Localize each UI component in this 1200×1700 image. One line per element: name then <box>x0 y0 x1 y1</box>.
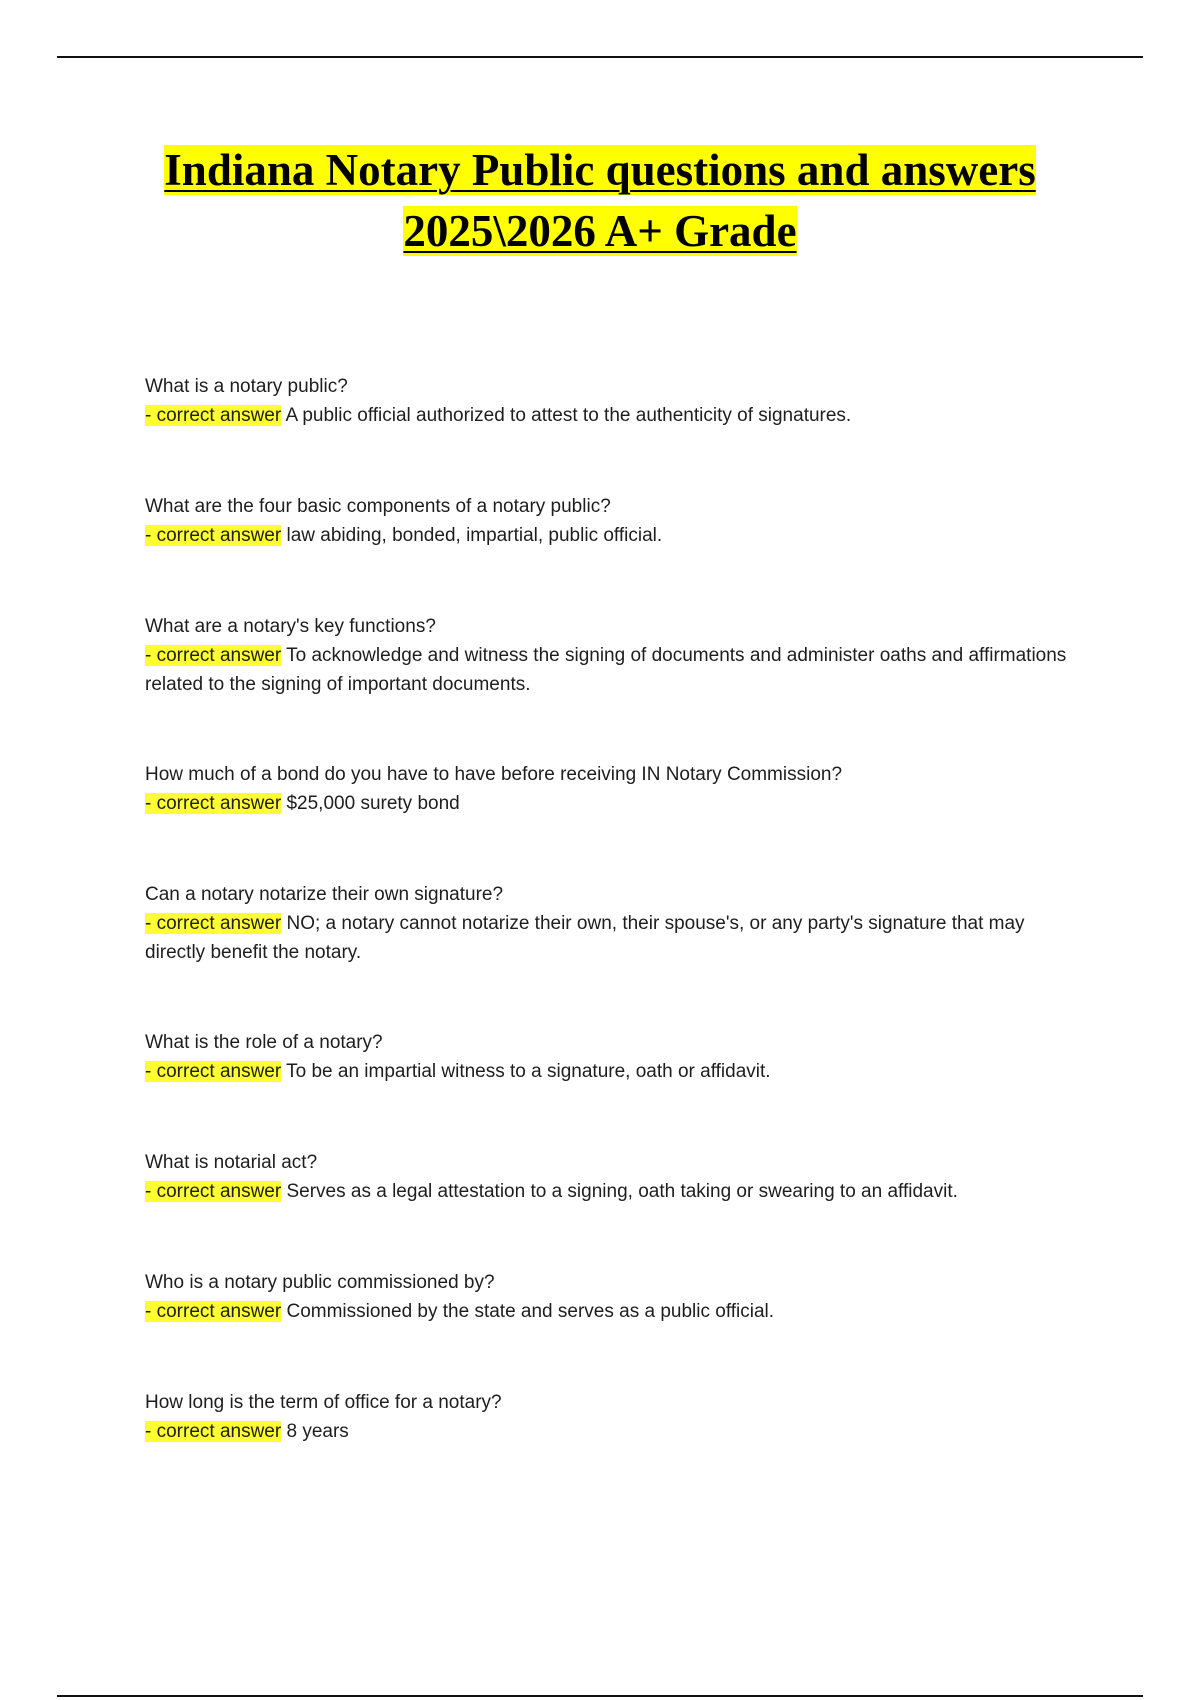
question-text: Who is a notary public commissioned by? <box>145 1272 495 1293</box>
correct-answer-tag: - correct answer <box>145 1061 282 1082</box>
answer-text: NO; a notary cannot notarize their own, their spouse's, or any party's signature that may directly benefit the notary. <box>145 913 1025 963</box>
answer-text: To be an impartial witness to a signature, oath or affidavit. <box>286 1061 771 1082</box>
answer-line <box>145 521 1075 550</box>
qa-item <box>145 880 1075 967</box>
header-rule <box>57 56 1143 58</box>
answer-line <box>145 909 1075 967</box>
question-text: How much of a bond do you have to have before receiving IN Notary Commission? <box>145 764 843 785</box>
correct-answer-tag: - correct answer <box>145 1181 282 1202</box>
answer-line <box>145 1057 1075 1086</box>
question-text: What is a notary public? <box>145 376 348 397</box>
answer-line <box>145 789 1075 818</box>
document-title <box>0 140 1200 262</box>
qa-item <box>145 612 1075 699</box>
qa-list <box>145 372 1075 1446</box>
qa-item <box>145 492 1075 550</box>
question-text: What are a notary's key functions? <box>145 616 436 637</box>
answer-text: $25,000 surety bond <box>286 793 460 814</box>
title-line-2: 2025\2026 A+ Grade <box>403 206 797 256</box>
qa-item <box>145 1028 1075 1086</box>
answer-text: 8 years <box>286 1421 349 1442</box>
question-text: What is notarial act? <box>145 1152 318 1173</box>
footer-rule <box>57 1695 1143 1697</box>
question-text: What are the four basic components of a notary public? <box>145 496 611 517</box>
answer-line <box>145 1417 1075 1446</box>
answer-line <box>145 1297 1075 1326</box>
answer-line <box>145 1177 1075 1206</box>
qa-item <box>145 1388 1075 1446</box>
answer-text: Commissioned by the state and serves as a public official. <box>286 1301 775 1322</box>
question-text: How long is the term of office for a notary? <box>145 1392 502 1413</box>
answer-text: To acknowledge and witness the signing of documents and administer oaths and affirmations related to the signing of important documents. <box>145 645 1067 695</box>
correct-answer-tag: - correct answer <box>145 525 282 546</box>
correct-answer-tag: - correct answer <box>145 793 282 814</box>
correct-answer-tag: - correct answer <box>145 1301 282 1322</box>
qa-item <box>145 1268 1075 1326</box>
answer-text: A public official authorized to attest to the authenticity of signatures. <box>285 405 852 426</box>
answer-line <box>145 401 1075 430</box>
correct-answer-tag: - correct answer <box>145 913 282 934</box>
correct-answer-tag: - correct answer <box>145 645 282 666</box>
correct-answer-tag: - correct answer <box>145 1421 282 1442</box>
qa-item <box>145 760 1075 818</box>
answer-text: Serves as a legal attestation to a signing, oath taking or swearing to an affidavit. <box>286 1181 958 1202</box>
title-line-1: Indiana Notary Public questions and answers <box>164 145 1036 195</box>
correct-answer-tag: - correct answer <box>145 405 282 426</box>
answer-line <box>145 641 1075 699</box>
qa-item <box>145 1148 1075 1206</box>
qa-item <box>145 372 1075 430</box>
question-text: Can a notary notarize their own signature? <box>145 884 504 905</box>
question-text: What is the role of a notary? <box>145 1032 383 1053</box>
answer-text: law abiding, bonded, impartial, public official. <box>286 525 663 546</box>
